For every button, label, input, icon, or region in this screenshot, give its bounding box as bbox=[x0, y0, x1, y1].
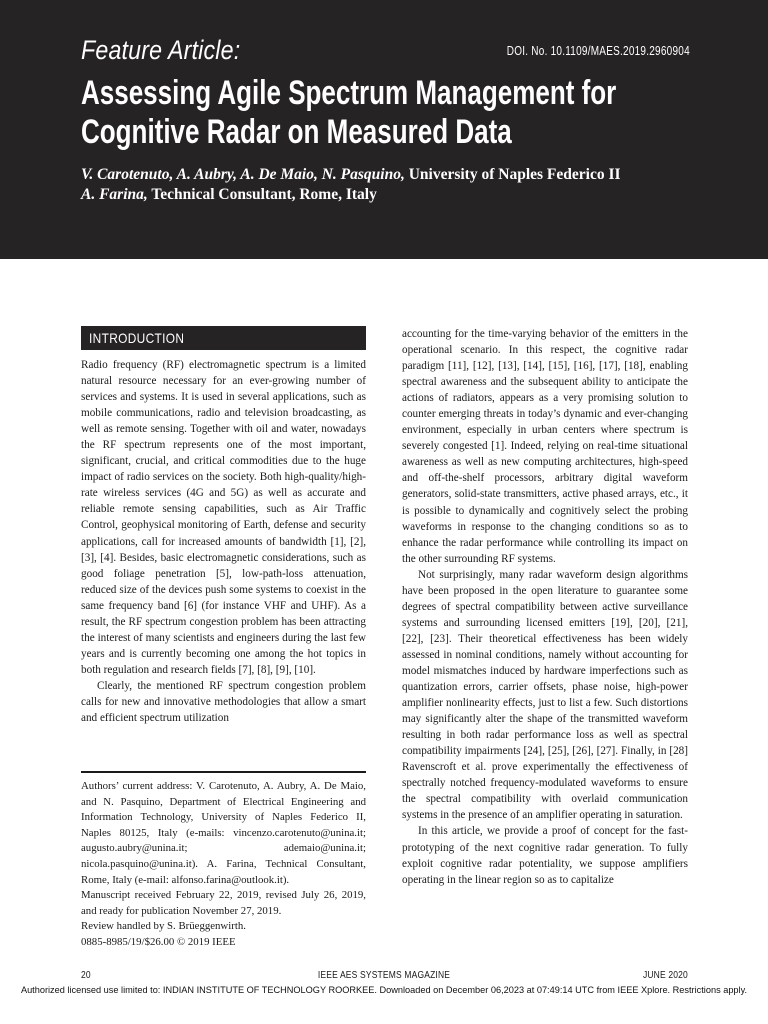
author-names-1: V. Carotenuto, A. Aubry, A. De Maio, N. Pasquino, bbox=[81, 166, 405, 183]
author-affiliation-2: Technical Consultant, Rome, Italy bbox=[147, 185, 377, 203]
paragraph: accounting for the time-varying behavior of the emitters in the operational scenario. In this respect, the cognitive radar paradigm [11], [12], [13], [14], [15], [16], [17], [18], enabling spectral awareness and the subsequent ability to anticipate the actions of radiators, appears as a very promising solution to counter emerging threats in today’s dynamic and ever-changing environment, especially in urban centers where spectrum is severely congested [1]. Indeed, relying on real-time situational awareness as well as new computing architectures, high-speed and off-the-shelf processors, arbitrary digital waveform generators, solid-state transmitters, active phased arrays, etc., it is possible to dynamically and cognitively select the probing waveforms in response to the changing conditions so as to enhance the radar performance while controlling its impact on the other surrounding RF systems. bbox=[402, 328, 688, 565]
section-heading-label: INTRODUCTION bbox=[89, 330, 185, 346]
doi-label[interactable]: DOI. No. 10.1109/MAES.2019.2960904 bbox=[506, 44, 690, 58]
manuscript-dates: Manuscript received February 22, 2019, revised July 26, 2019, and ready for publication November 27, 2019. bbox=[81, 889, 366, 917]
section-heading bbox=[81, 326, 366, 350]
paragraph: In this article, we provide a proof of concept for the fast-prototyping of the next cognitive radar generation. To fully exploit cognitive radar potentiality, we suppose amplifiers operating in the linear region so as to capitalize bbox=[402, 825, 688, 886]
paragraph: Radio frequency (RF) electromagnetic spectrum is a limited natural resource necessary for an ever-growing number of services and systems. It is used in several applications, such as mobile communications, radio and television broadcasting, as well as remote sensing. Together with oil and water, nowadays the RF spectrum represents one of the most important, significant, crucial, and critical commodities due to the huge impact of radio services on the society. Both high-quality/high-rate wireless services (4G and 5G) as well as accurate and reliable remote sensing capabilities, such as Air Traffic Control, geophysical monitoring of Earth, defense and security applications, call for increased amounts of bandwidth [1], [2], [3], [4]. Besides, basic electromagnetic considerations, such as good foliage penetration [5], low-path-loss attenuation, reduced size of the devices push some systems to coexist in the same frequency band [6] (for instance VHF and UHF). As a result, the RF spectrum congestion problem has been attracting the interest of many scientists and engineers during the last few years and is currently becoming one among the hot topics in both regulation and research fields [7], [8], [9], [10]. bbox=[81, 359, 366, 676]
page-number: 20 bbox=[81, 970, 91, 981]
issue-date: JUNE 2020 bbox=[642, 970, 688, 981]
author-block bbox=[81, 165, 641, 204]
author-names-2: A. Farina, bbox=[81, 185, 148, 203]
article-kicker: Feature Article: bbox=[81, 35, 241, 65]
author-address: Authors’ current address: V. Carotenuto, A. Aubry, A. De Maio, and N. Pasquino, Department of Electrical Engineering and Information Technology, University of Naples Federico II, Naples 80125, Italy (e-mails: vincenzo.carotenuto@unina.it; augusto.aubry@unina.it; ademaio@unina.it; nicola.pasquino@unina.it). A. Farina, Technical Consultant, Rome, Italy (e-mail: alfonso.farina@outlook.it). bbox=[81, 780, 366, 886]
paragraph: Not surprisingly, many radar waveform design algorithms have been proposed in the open literature to guarantee some degrees of spectral compatibility between active surveillance systems and surrounding licensed emitters [19], [20], [21], [22], [23]. Their theoretical effectiveness has been widely assessed in nominal conditions, namely without accounting for model mismatches induced by hardware imperfections such as quantization errors, carrier offsets, phase noise, high-power amplifier nonlinearity effects, just to list a few. Such distortions may significantly alter the shape of the transmitted waveform resulting in both radar performance loss as well as spectral compatibility impairments [24], [25], [26], [27]. Finally, in [28] Ravenscroft et al. prove experimentally the effectiveness of spectrally notched frequency-modulated waveforms to ensure the spectral compatibility with overlaid communication systems in the presence of an amplifier operating in saturation. bbox=[402, 568, 688, 822]
article-title: Assessing Agile Spectrum Management for Cognitive Radar on Measured Data bbox=[81, 74, 617, 151]
body-column-right bbox=[402, 326, 688, 888]
author-affiliation-1: University of Naples Federico II bbox=[404, 166, 621, 183]
title-banner bbox=[0, 0, 768, 259]
footnote-divider bbox=[81, 771, 366, 773]
license-notice: Authorized licensed use limited to: INDIAN INSTITUTE OF TECHNOLOGY ROORKEE. Downloaded on December 06,2023 at 07:49:14 UTC from IEEE Xplore. Restrictions apply. bbox=[20, 985, 748, 995]
footnote bbox=[81, 779, 366, 951]
body-column-left bbox=[81, 357, 366, 726]
copyright-line: 0885-8985/19/$26.00 © 2019 IEEE bbox=[81, 935, 236, 948]
journal-name: IEEE AES SYSTEMS MAGAZINE bbox=[317, 970, 451, 981]
paragraph: Clearly, the mentioned RF spectrum congestion problem calls for new and innovative methodologies that allow a smart and efficient spectrum utilization bbox=[81, 679, 366, 725]
review-editor: Review handled by S. Brüeggenwirth. bbox=[81, 920, 246, 933]
